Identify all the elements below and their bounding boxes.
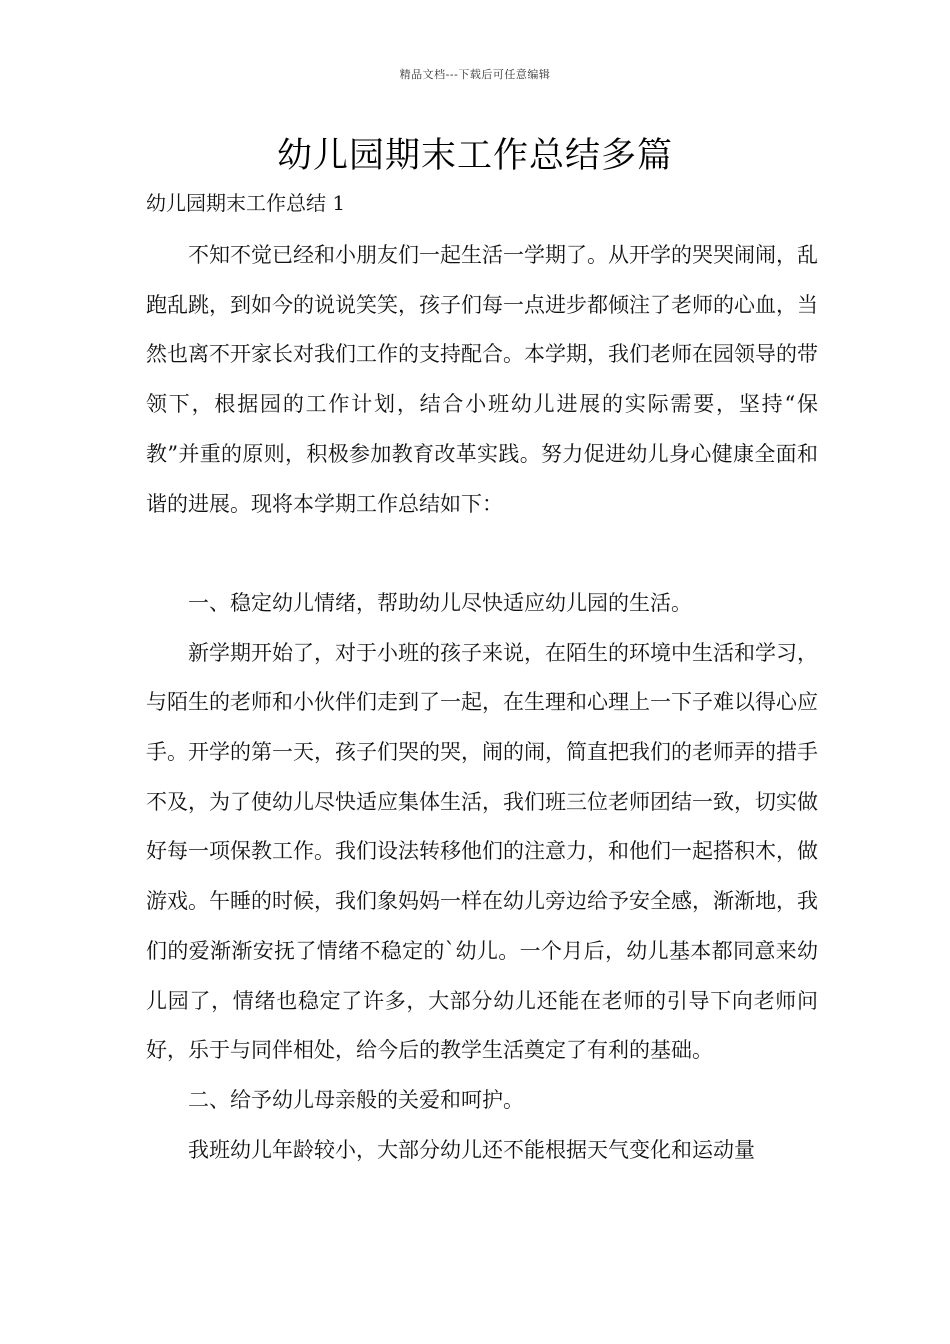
- heading-section-2: 二、给予幼儿母亲般的关爱和呵护。: [188, 1087, 524, 1112]
- paragraph-section-2: 我班幼儿年龄较小，大部分幼儿还不能根据天气变化和运动量: [188, 1137, 755, 1162]
- page-header-note: 精品文档---下载后可任意编辑: [399, 68, 551, 81]
- section-subtitle: 幼儿园期末工作总结 1: [146, 191, 346, 215]
- heading-section-1: 一、稳定幼儿情绪，帮助幼儿尽快适应幼儿园的生活。: [188, 590, 692, 615]
- paragraph-intro: 不知不觉已经和小朋友们一起生活一学期了。从开学的哭哭闹闹，乱跑乱跳，到如今的说说笑笑，孩子们每一点进步都倾注了老师的心血，当然也离不开家长对我们工作的支持配合。本学期，我们老师在园领导的带领下，根据园的工作计划，结合小班幼儿进展的实际需要，坚持“保教”并重的原则，积极参加教育改革实践。努力促进幼儿身心健康全面和谐的进展。现将本学期工作总结如下：: [146, 243, 818, 516]
- paragraph-section-1: 新学期开始了，对于小班的孩子来说，在陌生的环境中生活和学习，与陌生的老师和小伙伴们走到了一起，在生理和心理上一下子难以得心应手。开学的第一天，孩子们哭的哭，闹的闹，简直把我们的老师弄的措手不及，为了使幼儿尽快适应集体生活，我们班三位老师团结一致，切实做好每一项保教工作。我们设法转移他们的注意力，和他们一起搭积木，做游戏。午睡的时候，我们象妈妈一样在幼儿旁边给予安全感，渐渐地，我们的爱渐渐安抚了情绪不稳定的`幼儿。一个月后，幼儿基本都同意来幼儿园了，情绪也稳定了许多，大部分幼儿还能在老师的引导下向老师问好，乐于与同伴相处，给今后的教学生活奠定了有利的基础。: [146, 640, 818, 1063]
- document-body: [146, 231, 818, 1175]
- paragraph-spacer: [146, 529, 818, 579]
- document-title: 幼儿园期末工作总结多篇: [276, 136, 673, 176]
